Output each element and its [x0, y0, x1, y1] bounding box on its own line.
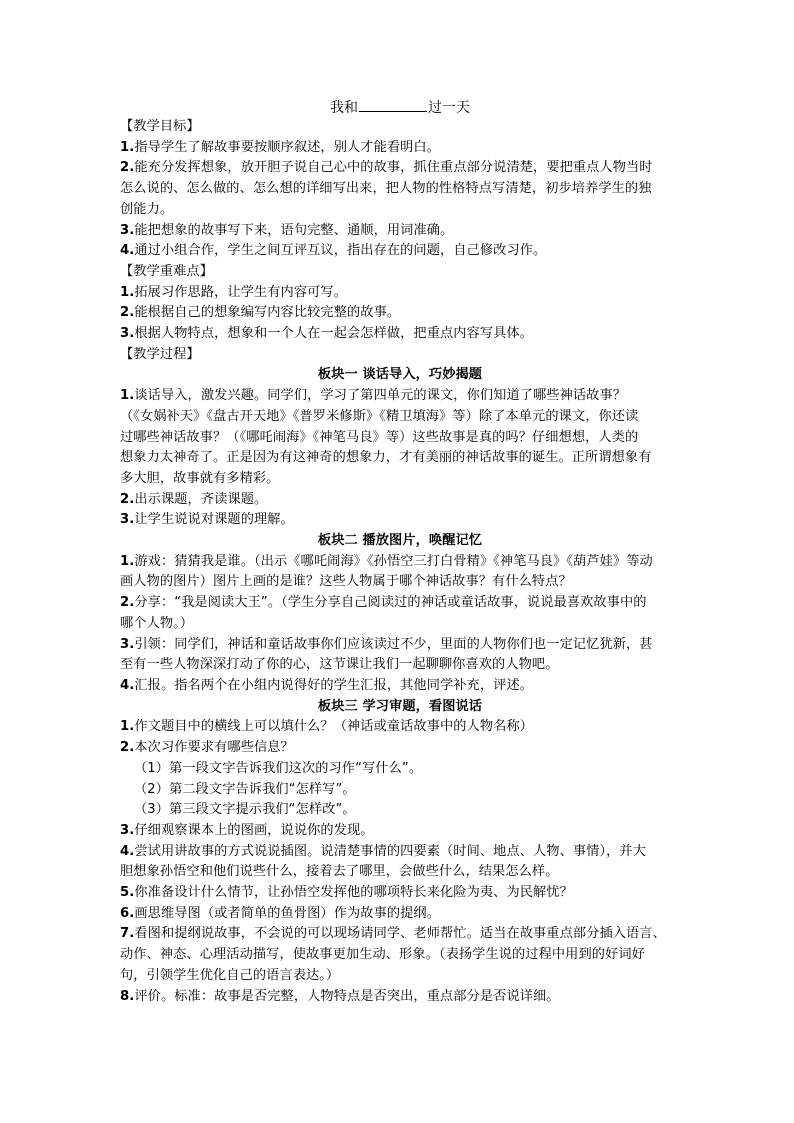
item-text: 哪个人物。）: [120, 615, 194, 631]
text-line: [120, 552, 680, 573]
item-number: 2.: [120, 595, 135, 611]
text-line: [120, 158, 680, 179]
item-text: 作文题目中的横线上可以填什么？（神话或童话故事中的人物名称）: [134, 719, 534, 735]
item-text: 汇报。指名两个在小组内说得好的学生汇报，其他同学补充，评述。: [134, 677, 534, 693]
item-text: 过哪些神话故事？（《哪吒闹海》《神笔马良》等）这些故事是真的吗？仔细想想，人类的: [120, 429, 639, 445]
item-text: 能根据自己的想象编写内容比较完整的故事。: [134, 305, 401, 321]
text-line: [120, 490, 680, 511]
item-text: 画人物的图片）图片上画的是谁？这些人物属于哪个神话故事？有什么特点？: [120, 574, 572, 590]
item-number: 1.: [120, 139, 135, 155]
document-page: [120, 97, 680, 1007]
item-text: 指导学生了解故事要按顺序叙述，别人才能看明白。: [134, 139, 441, 155]
item-text: 仔细观察课本上的图画，说说你的发现。: [134, 822, 374, 838]
title-prefix: 我和: [330, 100, 358, 116]
item-number: 3.: [120, 222, 135, 238]
item-text: 让学生说说对课题的理解。: [134, 512, 294, 528]
item-number: 1.: [120, 719, 135, 735]
item-text: 拓展习作思路，让学生有内容可写。: [134, 284, 347, 300]
item-number: 2.: [120, 491, 135, 507]
key-heading: 【教学重难点】: [120, 263, 214, 279]
block1-list: [120, 386, 680, 531]
text-line: [120, 759, 680, 780]
item-number: 4.: [120, 243, 135, 259]
text-line: [120, 510, 680, 531]
text-line: [120, 883, 680, 904]
process-heading: 【教学过程】: [120, 346, 200, 362]
text-line: [120, 655, 680, 676]
text-line: [120, 676, 680, 697]
block3-heading: 板块三 学习审题，看图说话: [317, 698, 483, 714]
text-line: [120, 469, 680, 490]
text-line: [120, 241, 680, 262]
text-line: [120, 428, 680, 449]
item-number: 3.: [120, 326, 135, 342]
text-line: [120, 386, 680, 407]
text-line: [120, 593, 680, 614]
document-title: [120, 97, 680, 117]
item-number: 8.: [120, 988, 135, 1004]
text-line: [120, 303, 680, 324]
text-line: [120, 987, 680, 1008]
item-text: 动作、神态、心理活动描写，使故事更加生动、形象。（表扬学生说的过程中用到的好词好: [120, 947, 645, 963]
item-text: （2）第二段文字告诉我们“怎样写”。: [134, 781, 356, 797]
text-line: [120, 800, 680, 821]
block1-heading: 板块一 谈话导入，巧妙揭题: [317, 367, 483, 383]
text-line: [120, 283, 680, 304]
item-number: 2.: [120, 305, 135, 321]
item-text: 画思维导图（或者简单的鱼骨图）作为故事的提纲。: [134, 905, 441, 921]
text-line: [120, 221, 680, 242]
text-line: [120, 862, 680, 883]
text-line: [120, 821, 680, 842]
item-text: 你准备设计什么情节，让孙悟空发挥他的哪项特长来化险为夷、为民解忧？: [134, 885, 573, 901]
item-text: 游戏：猜猜我是谁。（出示《哪吒闹海》《孙悟空三打白骨精》《神笔马良》《葫芦娃》等动: [134, 553, 653, 569]
item-text: （《女娲补天》《盘古开天地》《普罗米修斯》《精卫填海》等）除了本单元的课文，你还读: [120, 408, 639, 424]
item-text: 想象力太神奇了。正是因为有这神奇的想象力，才有美丽的神话故事的诞生。正所谓想象有: [120, 450, 652, 466]
item-text: 至有一些人物深深打动了你的心，这节课让我们一起聊聊你喜欢的人物吧。: [120, 657, 559, 673]
item-text: （3）第三段文字提示我们“怎样改”。: [134, 802, 356, 818]
item-text: 谈话导入，激发兴趣。同学们，学习了第四单元的课文，你们知道了哪些神话故事？: [134, 388, 627, 404]
text-line: [120, 138, 680, 159]
item-text: 通过小组合作，学生之间互评互议，指出存在的问题，自己修改习作。: [134, 243, 547, 259]
item-number: 2.: [120, 740, 135, 756]
text-line: [120, 945, 680, 966]
text-line: [120, 614, 680, 635]
item-number: 3.: [120, 822, 135, 838]
text-line: [120, 780, 680, 801]
text-line: [120, 407, 680, 428]
item-text: 多大胆，故事就有多精彩。: [120, 470, 280, 486]
block2-list: [120, 552, 680, 697]
item-text: 怎么说的、怎么做的、怎么想的详细写出来，把人物的性格特点写清楚，初步培养学生的独: [120, 181, 652, 197]
item-text: （1）第一段文字告诉我们这次的习作“写什么”。: [134, 760, 423, 776]
block3-list: [120, 717, 680, 1007]
item-text: 出示课题，齐读课题。: [134, 491, 268, 507]
item-number: 1.: [120, 388, 135, 404]
item-text: 评价。标准：故事是否完整，人物特点是否突出，重点部分是否说详细。: [134, 988, 560, 1004]
item-number: 2.: [120, 160, 135, 176]
item-number: 4.: [120, 843, 135, 859]
title-suffix: 过一天: [428, 100, 470, 116]
item-text: 看图和提纲说故事，不会说的可以现场请同学、老师帮忙。适当在故事重点部分插入语言、: [134, 926, 666, 942]
item-text: 根据人物特点，想象和一个人在一起会怎样做，把重点内容写具体。: [134, 326, 534, 342]
text-line: [120, 904, 680, 925]
text-line: [120, 635, 680, 656]
item-text: 句，引领学生优化自己的语言表达。）: [120, 967, 340, 983]
goals-list: [120, 138, 680, 262]
item-text: 胆想象孙悟空和他们说些什么，接着去了哪里，会做些什么，结果怎么样。: [120, 864, 559, 880]
block2-heading: 板块二 播放图片，唤醒记忆: [317, 533, 483, 549]
item-number: 7.: [120, 926, 135, 942]
text-line: [120, 572, 680, 593]
item-number: 5.: [120, 885, 135, 901]
item-number: 6.: [120, 905, 135, 921]
item-number: 1.: [120, 284, 135, 300]
title-blank-line: [359, 97, 427, 112]
text-line: [120, 448, 680, 469]
item-text: 分享：“我是阅读大王”。（学生分享自己阅读过的神话或童话故事，说说最喜欢故事中的: [134, 595, 647, 611]
item-text: 能充分发挥想象，放开胆子说自己心中的故事，抓住重点部分说清楚，要把重点人物当时: [134, 160, 653, 176]
text-line: [120, 717, 680, 738]
item-text: 本次习作要求有哪些信息？: [134, 740, 294, 756]
item-number: 1.: [120, 553, 135, 569]
item-text: 创能力。: [120, 201, 174, 217]
text-line: [120, 842, 680, 863]
item-number: 3.: [120, 636, 135, 652]
key-points-list: [120, 283, 680, 345]
item-number: 4.: [120, 677, 135, 693]
text-line: [120, 966, 680, 987]
goals-heading: 【教学目标】: [120, 119, 200, 134]
item-text: 能把想象的故事写下来，语句完整、通顺，用词准确。: [134, 222, 454, 238]
item-text: 引领：同学们，神话和童话故事你们应该读过不少，里面的人物你们也一定记忆犹新，甚: [134, 636, 653, 652]
text-line: [120, 924, 680, 945]
item-text: 尝试用讲故事的方式说说插图。说清楚事情的四要素（时间、地点、人物、事情），并大: [134, 843, 646, 859]
text-line: [120, 324, 680, 345]
item-number: 3.: [120, 512, 135, 528]
text-line: [120, 179, 680, 200]
text-line: [120, 738, 680, 759]
text-line: [120, 200, 680, 221]
